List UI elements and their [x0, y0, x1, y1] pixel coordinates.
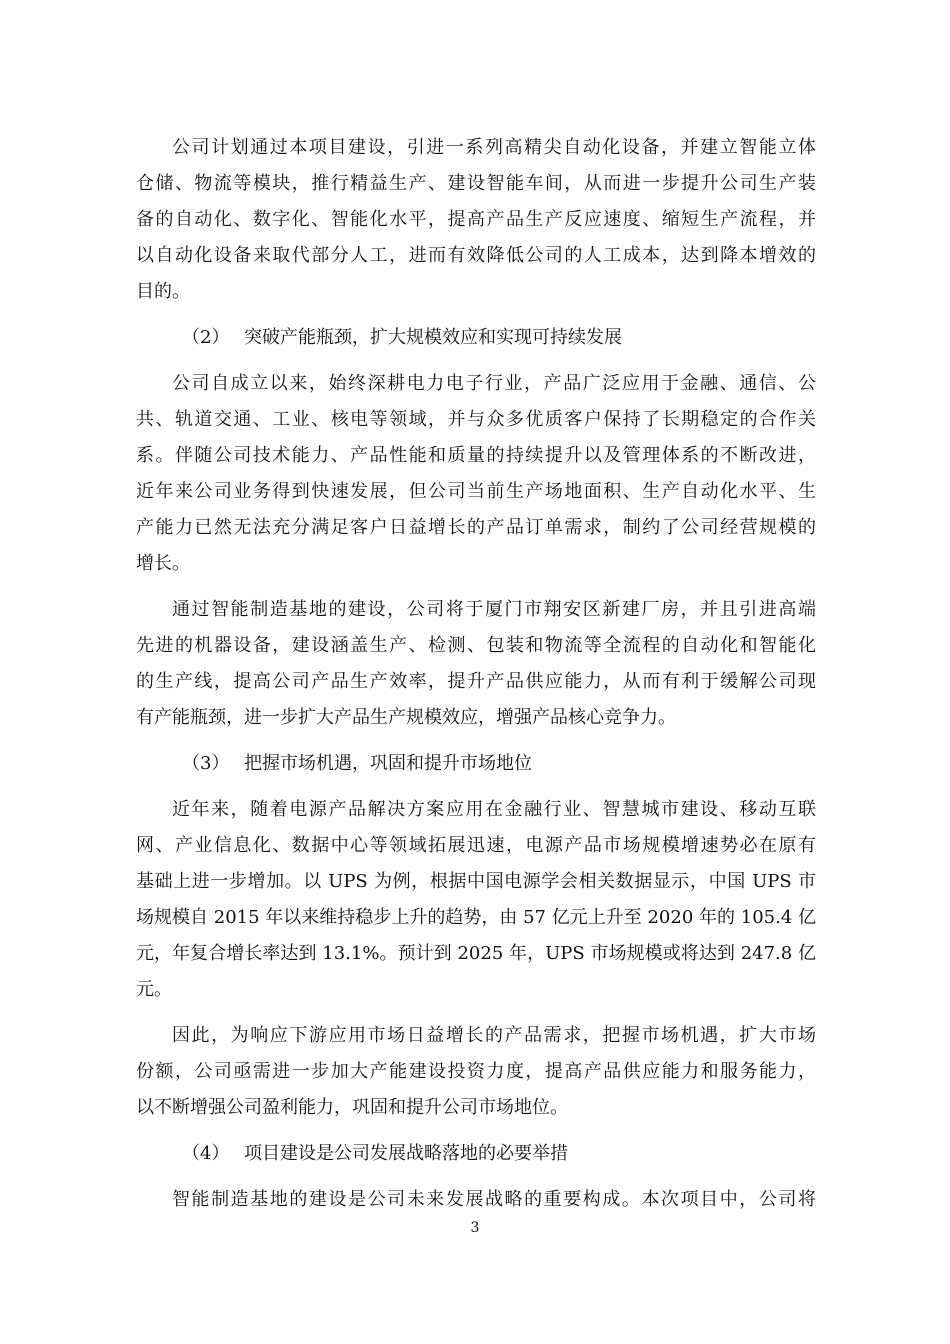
text-line: 有产能瓶颈，进一步扩大产品生产规模效应，增强产品核心竞争力。 — [136, 707, 676, 728]
text-line: 因此，为响应下游应用市场日益增长的产品需求，把握市场机遇，扩大市场 — [172, 1025, 816, 1046]
text-line: 先进的机器设备，建设涵盖生产、检测、包装和物流等全流程的自动化和智能化 — [136, 635, 816, 656]
text-line: 目的。 — [136, 281, 190, 302]
paragraph — [136, 792, 816, 1008]
page-number: 3 — [470, 1220, 480, 1236]
text-line: 以自动化设备来取代部分人工，进而有效降低公司的人工成本，达到降本增效的 — [136, 245, 816, 266]
section-heading — [136, 1136, 816, 1172]
text-line: 共、轨道交通、工业、核电等领域，并与众多优质客户保持了长期稳定的合作关 — [136, 409, 816, 430]
section-title: 把握市场机遇，巩固和提升市场地位 — [244, 753, 532, 774]
section-heading — [136, 320, 816, 356]
text-line: 近年来公司业务得到快速发展，但公司当前生产场地面积、生产自动化水平、生 — [136, 481, 816, 502]
text-line: 场规模自 2015 年以来维持稳步上升的趋势，由 57 亿元上升至 2020 年的 105.4 亿 — [136, 907, 816, 928]
section-number: （2） — [182, 327, 230, 348]
text-line: 以不断增强公司盈利能力，巩固和提升公司市场地位。 — [136, 1097, 568, 1118]
section-number: （3） — [182, 753, 230, 774]
text-line: 增长。 — [136, 553, 190, 574]
section-number: （4） — [182, 1143, 230, 1164]
text-line: 通过智能制造基地的建设，公司将于厦门市翔安区新建厂房，并且引进高端 — [172, 599, 816, 620]
text-line: 仓储、物流等模块，推行精益生产、建设智能车间，从而进一步提升公司生产装 — [136, 173, 816, 194]
text-line: 的生产线，提高公司产品生产效率，提升产品供应能力，从而有利于缓解公司现 — [136, 671, 816, 692]
section-title: 项目建设是公司发展战略落地的必要举措 — [244, 1143, 568, 1164]
section-title: 突破产能瓶颈，扩大规模效应和实现可持续发展 — [244, 327, 622, 348]
text-line: 公司计划通过本项目建设，引进一系列高精尖自动化设备，并建立智能立体 — [172, 137, 816, 158]
text-line: 元，年复合增长率达到 13.1%。预计到 2025 年，UPS 市场规模或将达到 247.8 亿 — [136, 943, 816, 964]
paragraph — [136, 130, 816, 310]
text-line: 份额，公司亟需进一步加大产能建设投资力度，提高产品供应能力和服务能力， — [136, 1061, 816, 1082]
text-line: 产能力已然无法充分满足客户日益增长的产品订单需求，制约了公司经营规模的 — [136, 517, 816, 538]
paragraph — [136, 1182, 816, 1218]
text-line: 近年来，随着电源产品解决方案应用在金融行业、智慧城市建设、移动互联 — [172, 799, 816, 820]
section-heading — [136, 746, 816, 782]
text-line: 系。伴随公司技术能力、产品性能和质量的持续提升以及管理体系的不断改进， — [136, 445, 816, 466]
paragraph — [136, 1018, 816, 1126]
text-line: 公司自成立以来，始终深耕电力电子行业，产品广泛应用于金融、通信、公 — [172, 373, 816, 394]
paragraph — [136, 366, 816, 582]
text-line: 备的自动化、数字化、智能化水平，提高产品生产反应速度、缩短生产流程，并 — [136, 209, 816, 230]
text-line: 智能制造基地的建设是公司未来发展战略的重要构成。本次项目中，公司将 — [172, 1189, 816, 1210]
text-line: 网、产业信息化、数据中心等领域拓展迅速，电源产品市场规模增速势必在原有 — [136, 835, 816, 856]
paragraph — [136, 592, 816, 736]
text-line: 元。 — [136, 979, 172, 1000]
document-body — [136, 130, 816, 1228]
text-line: 基础上进一步增加。以 UPS 为例，根据中国电源学会相关数据显示，中国 UPS 市 — [136, 871, 816, 892]
